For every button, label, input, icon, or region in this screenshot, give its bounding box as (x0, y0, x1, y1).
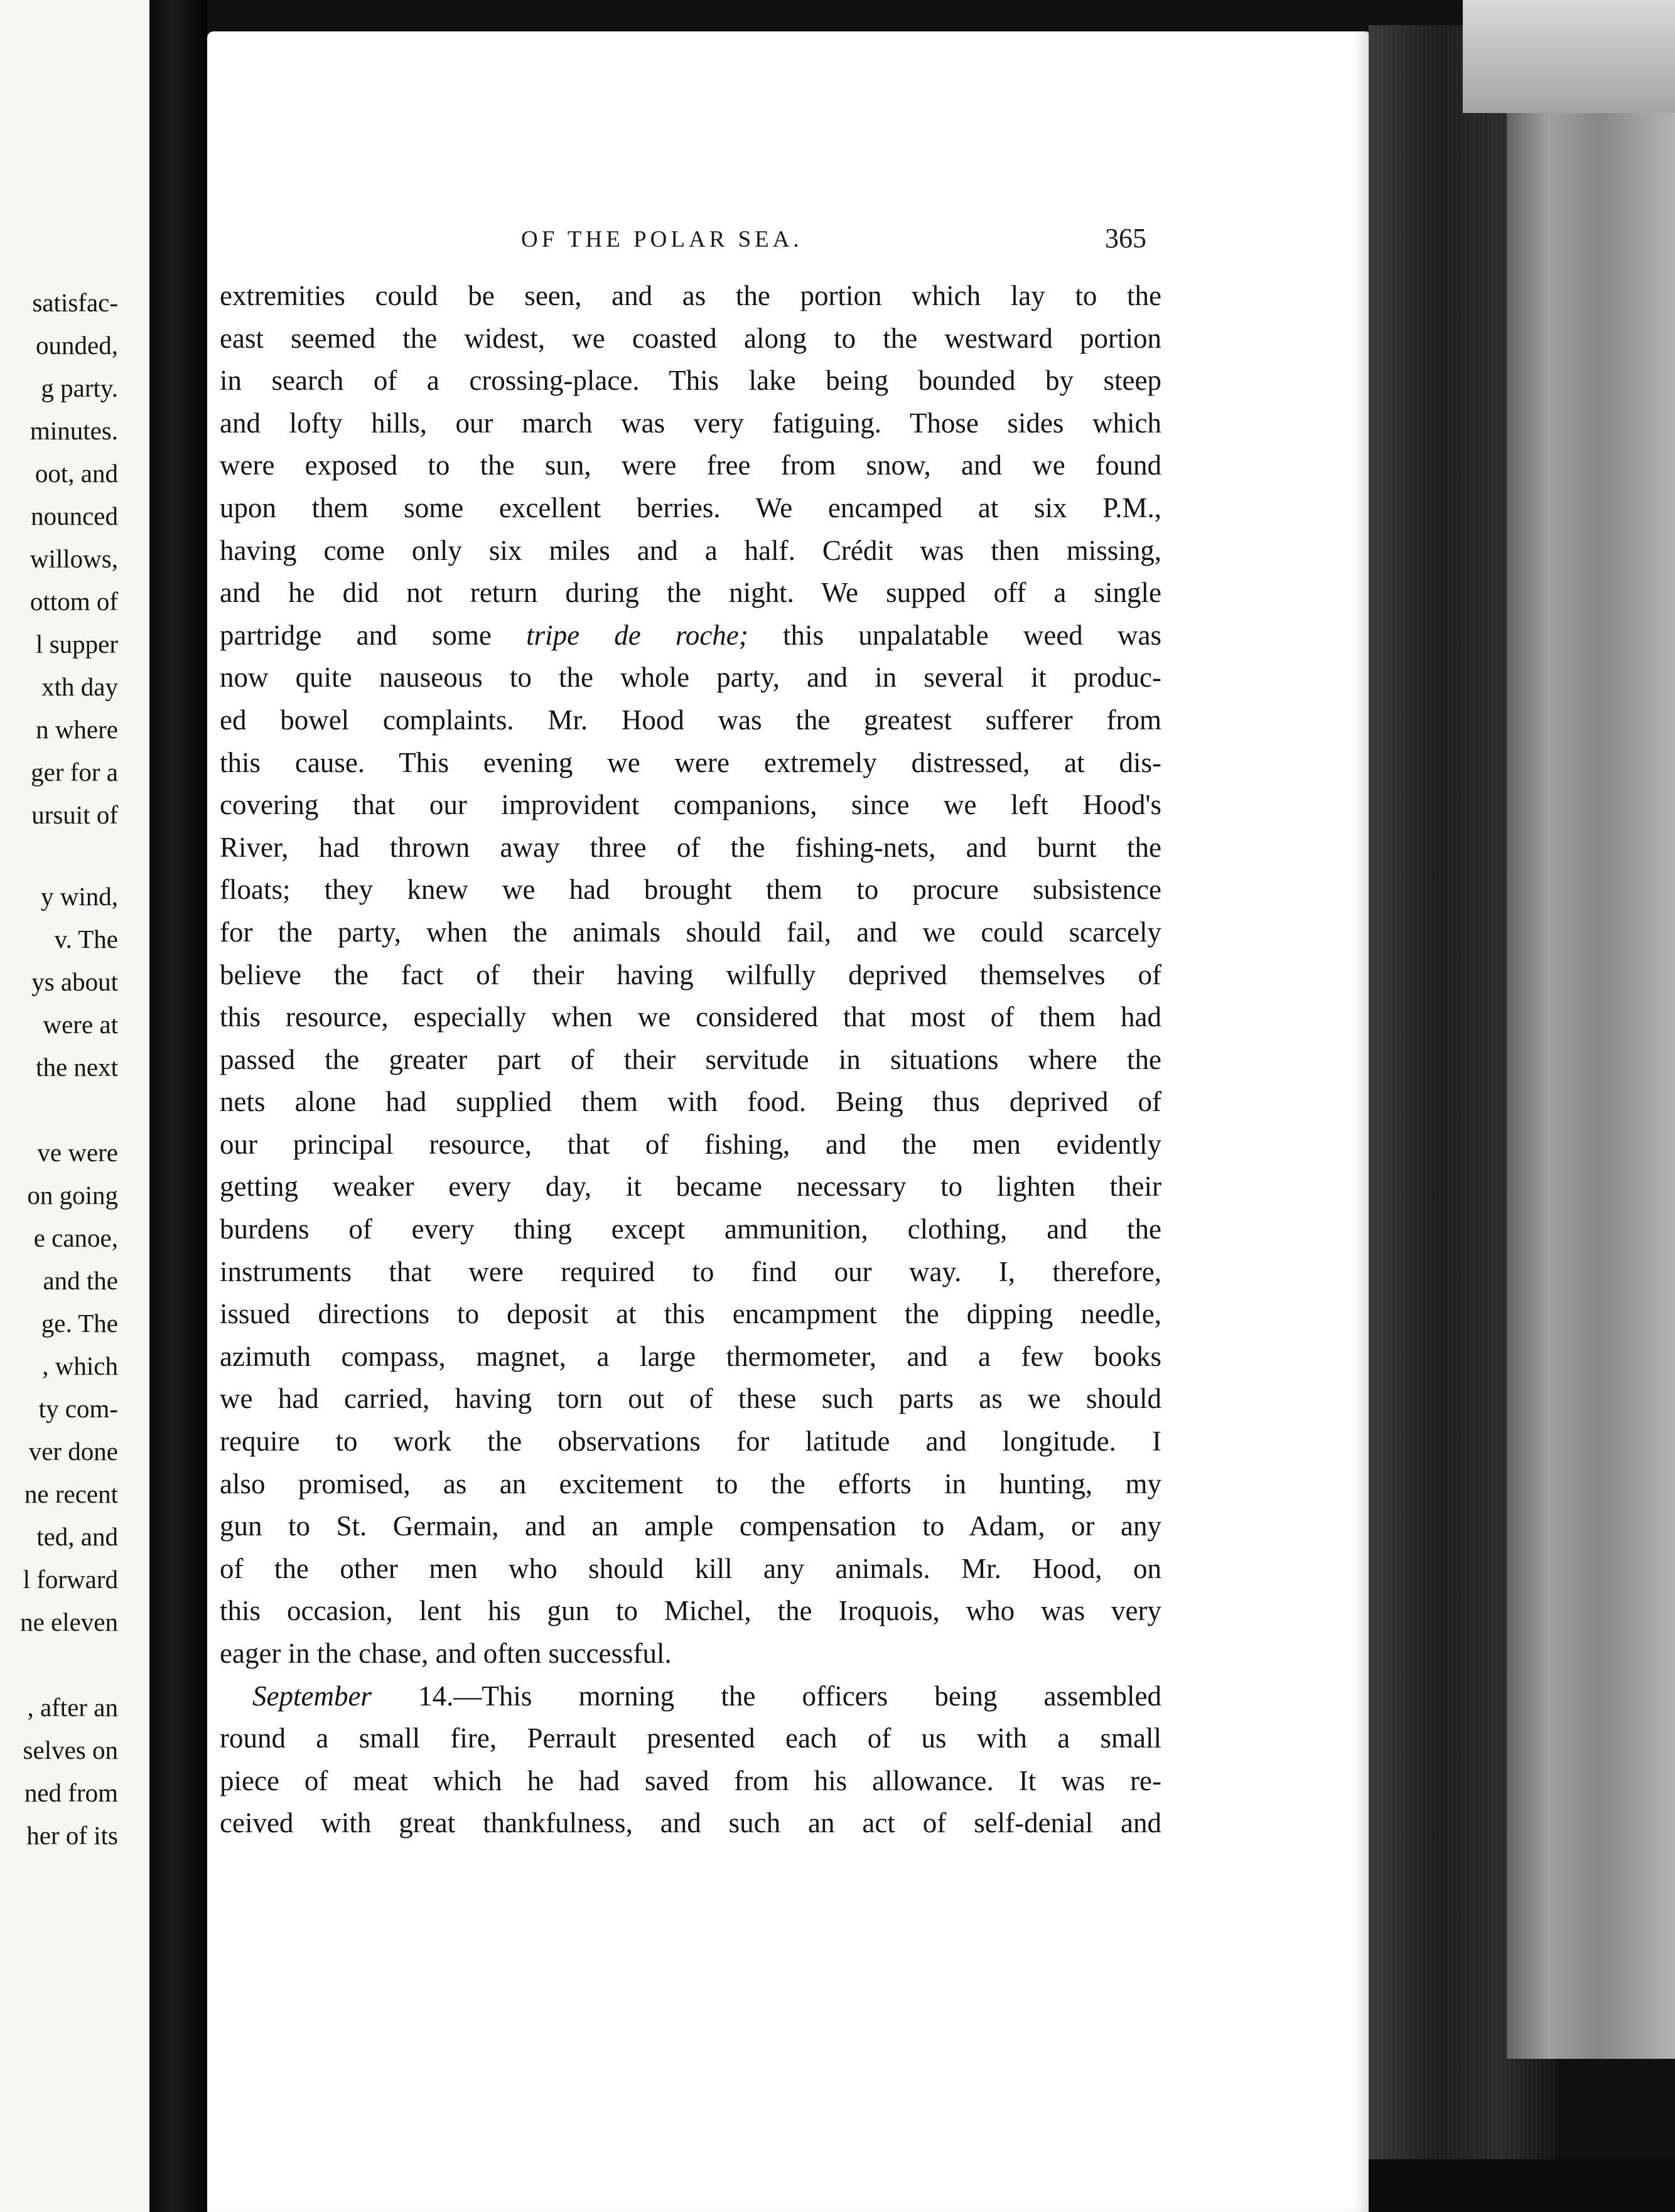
text-line: now quite nauseous to the whole party, and in several it produc- (220, 662, 1161, 694)
running-head: OF THE POLAR SEA. (521, 227, 803, 252)
book-gutter (149, 0, 207, 2212)
text-line: nets alone had supplied them with food. Being thus deprived of (220, 1086, 1161, 1118)
book-cover-top (1463, 0, 1675, 113)
left-page-line: selves on (23, 1736, 118, 1764)
text-line: upon them some excellent berries. We encamped at six P.M., (220, 491, 1161, 523)
text-line: believe the fact of their having wilfully deprived themselves of (220, 958, 1161, 991)
left-page-line: ge. The (41, 1309, 118, 1338)
text-line (220, 1675, 1161, 1718)
left-page-line: oot, and (35, 459, 118, 488)
left-page-line: were at (43, 1010, 118, 1039)
text-line: and lofty hills, our march was very fatiguing. Those sides which (220, 407, 1161, 439)
text-line: we had carried, having torn out of these such parts as we should (220, 1383, 1161, 1415)
left-page-line: and the (43, 1266, 118, 1295)
text-line: covering that our improvident companions, since we left Hood's (220, 789, 1161, 821)
text-line: ceived with great thankfulness, and such an act of self-denial and (220, 1807, 1161, 1839)
left-page-line: ve were (37, 1138, 118, 1167)
left-page-line: g party. (41, 373, 118, 402)
text-line: require to work the observations for latitude and longitude. I (220, 1425, 1161, 1458)
left-page-line: , which (42, 1351, 118, 1380)
text-line: River, had thrown away three of the fishing-nets, and burnt the (220, 831, 1161, 863)
left-page-line: ys about (31, 967, 118, 996)
text-line: east seemed the widest, we coasted along to the westward portion (220, 322, 1161, 354)
left-page-line: xth day (41, 672, 118, 701)
previous-page-fragment (0, 0, 149, 2212)
text-line: azimuth compass, magnet, a large thermometer, and a few books (220, 1340, 1161, 1372)
left-page-line: willows, (30, 544, 118, 573)
text-line: for the party, when the animals should fail, and we could scarcely (220, 916, 1161, 948)
left-page-line: the next (36, 1053, 118, 1082)
text-line: floats; they knew we had brought them to procure subsistence (220, 874, 1161, 906)
left-page-line: satisfac- (32, 288, 118, 317)
text-line: passed the greater part of their servitude in situations where the (220, 1043, 1161, 1075)
left-page-line: ounded, (36, 331, 118, 360)
left-page-line: on going (27, 1181, 118, 1210)
left-page-line: ted, and (36, 1522, 118, 1551)
page-number: 365 (1105, 223, 1146, 254)
left-page-line: ty com- (38, 1394, 118, 1423)
text-line: getting weaker every day, it became necessary to lighten their (220, 1171, 1161, 1203)
left-page-line: ursuit of (31, 800, 118, 829)
left-page-line: , after an (27, 1693, 118, 1722)
text-line: our principal resource, that of fishing, and the men evidently (220, 1128, 1161, 1160)
text-line: round a small fire, Perrault presented each of us with a small (220, 1722, 1161, 1754)
book-page (207, 31, 1369, 2212)
page-body-text (220, 275, 1161, 1845)
text-line: instruments that were required to find our way. I, therefore, (220, 1255, 1161, 1287)
text-line: having come only six miles and a half. Crédit was then missing, (220, 534, 1161, 566)
text-line: this occasion, lent his gun to Michel, the Iroquois, who was very (220, 1595, 1161, 1627)
text-line: gun to St. Germain, and an ample compensation to Adam, or any (220, 1510, 1161, 1542)
text-segment: partridge and some (220, 619, 492, 651)
book-cover-edge (1507, 113, 1675, 2059)
left-page-line: ver done (28, 1437, 118, 1466)
left-page-line: ne eleven (20, 1608, 118, 1636)
text-line: this resource, especially when we considered that most of them had (220, 1001, 1161, 1033)
text-line: and he did not return during the night. We supped off a single (220, 577, 1161, 609)
scan-background (1369, 2159, 1675, 2212)
text-line: in search of a crossing-place. This lake being bounded by steep (220, 365, 1161, 397)
left-page-line: ottom of (30, 587, 118, 616)
text-line: burdens of every thing except ammunition, clothing, and the (220, 1213, 1161, 1245)
left-page-line: ne recent (24, 1479, 118, 1508)
text-segment: 14.—This morning the officers being assembled (418, 1680, 1161, 1712)
text-line: eager in the chase, and often successful. (220, 1638, 672, 1669)
left-page-line: ger for a (31, 758, 118, 787)
text-line: extremities could be seen, and as the portion which lay to the (220, 280, 1161, 311)
left-page-line: ned from (24, 1778, 118, 1807)
text-line: issued directions to deposit at this encampment the dipping needle, (220, 1298, 1161, 1330)
left-page-line: minutes. (30, 416, 118, 445)
left-page-line: her of its (26, 1821, 118, 1850)
text-line (220, 615, 1161, 657)
left-page-line: e canoe, (33, 1223, 118, 1252)
left-page-line: l supper (36, 630, 118, 658)
text-line: also promised, as an excitement to the efforts in hunting, my (220, 1468, 1161, 1500)
left-page-line: y wind, (41, 882, 118, 911)
text-line: ed bowel complaints. Mr. Hood was the greatest sufferer from (220, 704, 1161, 736)
left-page-line: l forward (23, 1565, 118, 1594)
date-heading: September (252, 1680, 372, 1712)
left-page-line: n where (36, 715, 118, 744)
italic-phrase: tripe de roche; (526, 619, 748, 651)
left-page-line: nounced (31, 502, 118, 530)
text-segment: this unpalatable weed was (783, 619, 1162, 651)
left-page-line: v. The (54, 925, 118, 953)
text-line: this cause. This evening we were extremely distressed, at dis- (220, 746, 1161, 778)
text-line: were exposed to the sun, were free from snow, and we found (220, 449, 1161, 481)
text-line: piece of meat which he had saved from his allowance. It was re- (220, 1764, 1161, 1796)
text-line: of the other men who should kill any animals. Mr. Hood, on (220, 1552, 1161, 1584)
